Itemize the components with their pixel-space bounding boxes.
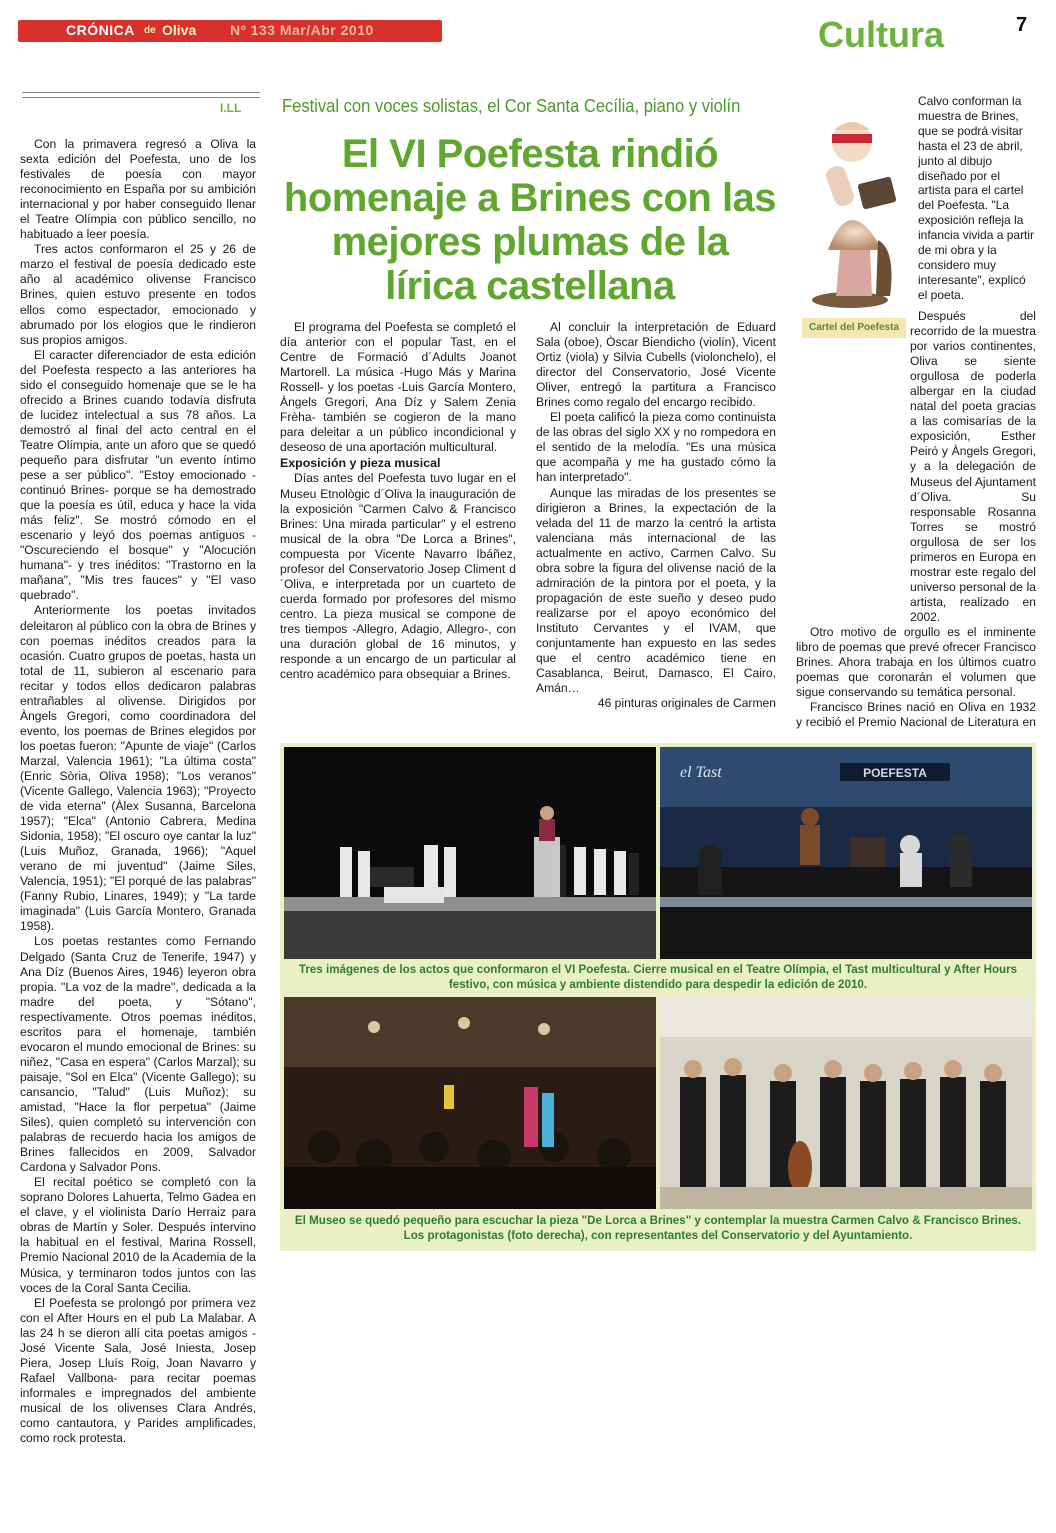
publication-de: de <box>144 25 156 36</box>
photo-tast <box>660 747 1032 959</box>
paragraph: Con la primavera regresó a Oliva la sexta edición del Poefesta, uno de los festivales de poesía con mayor reconocimiento en España por su ambición internacional y por haber conseguido llenar el Teatre Olímpia con público sencillo, no habituado a leer poesía. <box>20 137 256 242</box>
paragraph: Francisco Brines nació en Oliva en 1932 y recibió el Premio Nacional de Literatura en <box>796 700 1036 729</box>
section-title: Cultura <box>818 14 944 55</box>
article-column-mid1 <box>280 320 516 730</box>
photo-caption-bottom: El Museo se quedó pequeño para escuchar la pieza "De Lorca a Brines" y contemplar la muestra Carmen Calvo & Francisco Brines. Los protagonistas (foto derecha), con representantes del Conservatorio y del Ayuntamiento. <box>294 1214 1022 1242</box>
paragraph: El recital poético se completó con la soprano Dolores Lahuerta, Telmo Gadea en el clave, y el violinista Darío Herraiz para obras de Martín y Soler. Después intervino la habitual en el festival, Marina Rossell, Premio Nacional 2010 de la Academia de la Música, y terminaron todos juntos con las voces de la Coral Santa Cecilia. <box>20 1175 256 1295</box>
paragraph: Calvo conforman la muestra de Brines, que se podrá visitar hasta el 23 de abril, junto al dibujo diseñado por el artista para el cartel del Poefesta. "La exposición refleja la infancia vivida a partir de mi obra y la considero muy interesante", explicó el poeta. <box>918 94 1035 302</box>
paragraph: Días antes del Poefesta tuvo lugar en el Museu Etnològic d´Oliva la inauguración de la exposición "Carmen Calvo & Francisco Brines: Una mirada particular" y el estreno musical de la obra "De Lorca a Brines", compuesta por Vicente Navarro Ibáñez, profesor del Conservatorio Josep Climent d´Oliva, e interpretada por un cuarteto de cuerda formado por profesores del mismo centro. La pieza musical se compone de tres tiempos -Allegro, Adagio, Allegro-, con una duración global de 16 minutos, y responde a un encargo de un particular al centro académico para obsequiar a Brines. <box>280 471 516 682</box>
paragraph: El Poefesta se prolongó por primera vez con el After Hours en el pub La Malabar. A las 24 h se dieron allí cita poetas amigos -José Vicente Sala, José Iniesta, Josep Piera, Josep Lluís Roig, Joan Navarro y Rafael Vallbona- para recitar poemas informales e impregnados del ambiente musical de los olivenses Clara Andrés, como cantautora, y Parides amplificades, como rock protesta. <box>20 1295 256 1446</box>
author-rule <box>22 92 260 98</box>
photo-museum-group <box>660 997 1032 1209</box>
article-kicker: Festival con voces solistas, el Cor Santa Cecília, piano y violín <box>282 96 741 116</box>
article-column-right-top <box>918 94 1036 309</box>
paragraph: El poeta calificó la pieza como continuista de las obras del siglo XX y no rompedora en el sentido de la melodía. "Es una música que acompaña y me ha gustado cómo la han interpretado". <box>536 410 776 485</box>
tast-sign: el Tast <box>680 764 722 781</box>
article-column-left <box>20 137 256 1523</box>
paragraph: Tres actos conformaron el 25 y 26 de marzo el festival de poesía dedicado este año al académico olivense Francisco Brines, quien estuvo presente en todos ellos como espectador, emocionado y abrumado por los elogios que le rindieron sus propios amigos. <box>20 242 256 347</box>
poster-statue-image <box>800 100 910 310</box>
paragraph: Al concluir la interpretación de Eduard Sala (oboe), Òscar Biendicho (violín), Vicent Ortiz (viola) y Silvia Cubells (violonchelo), el director del Conservatorio, José Vicente Oliver, entregó la partitura a Francisco Brines como regalo del encargo recibido. <box>536 320 776 410</box>
header-bar <box>18 20 442 42</box>
poster-caption: Cartel del Poefesta <box>802 318 906 338</box>
article-column-right <box>796 309 1036 729</box>
paragraph: Aunque las miradas de los presentes se dirigieron a Brines, la expectación de la velada del 11 de marzo la centró la artista valenciana más internacional de las actualmente en activo, Carmen Calvo. Su obra sobre la figura del olivense nació de la admiración de la pintora por el poeta, y la propagación de este sueño y deseo pudo realizarse por el apoyo económico del Instituto Cervantes y el IVAM, que conjuntamente han expuesto en las sedes que el centro académico tiene en Casablanca, Beirut, Damasco, El Cairo, Amán… <box>536 485 776 696</box>
page-number: 7 <box>1016 14 1028 36</box>
publication-oliva: Oliva <box>162 22 197 38</box>
paragraph: Anteriormente los poetas invitados deleitaron al público con la obra de Brines y con poemas inéditos creados para la ocasión. Cuatro grupos de poetas, hasta un total de 11, subieron al escenario para recitar y todos ellos dedicaron palabras entrañables al olivense. Dirigidos por Àngels Gregori, como coordinadora del evento, los poemas de Brines elegidos por los poetas fueron: "Apunte de viaje" (Carlos Marzal, Valencia 1961); "La última costa" (Enric Sòria, Oliva 1958); "Los veranos" (Vicente Gallego, Valencia 1963); "Proyecto de vida eterna" (Àlex Susanna, Barcelona 1957); "Elca" (Antonio Cabrera, Medina Sidonia, 1958); "El oscuro oye cantar la luz" (Luis Muñoz, Granada, 1966); "Aquel verano de mi juventud" (Jaime Siles, Valencia, 1951); "El porqué de las palabras" (Fanny Rubio, Linares, 1949); y "La tarde imaginada" (Luis García Montero, Granada 1958). <box>20 603 256 934</box>
article-headline: El VI Poefesta rindió homenaje a Brines con las mejores plumas de la lírica castellana <box>283 132 777 308</box>
paragraph: El programa del Poefesta se completó el día anterior con el popular Tast, en el Centre de Formació d´Adults Joanot Martorell. La música -Hugo Más y Marina Rossell- y los poetas -Luis García Montero, Àngels Gregori, Ana Díz y Salem Zenia Frèha- también se cogieron de la mano para deleitar a un público incondicional y deseoso de una aportación multicultural. <box>280 320 516 455</box>
photo-after-hours <box>284 997 656 1209</box>
paragraph: El caracter diferenciador de esta edición del Poefesta respecto a las anteriores ha sido el conseguido homenaje que se le ha ofrecido a Brines cuando todavía disfruta de lucidez intelectual a sus 78 años. La demostró al final del acto central en el Teatre Olímpia, ante un aforo que se quedó pequeño para disfrutar "un evento íntimo pese a ser público". "Estoy emocionado -continuó Brines- porque se ha demostrado que la poesía es útil, educa y hace la vida más feliz". Se mostró cómodo en el escenario y leyó dos poemas antiguos -"Oscureciendo el bosque" y "Alocución humana"- y tres inéditos: "Trastorno en la mañana", "Mis tres fauces" y "El vaso quebrado". <box>20 347 256 603</box>
photo-caption-top: Tres imágenes de los actos que conformaron el VI Poefesta. Cierre musical en el Teatre Olímpia, el Tast multicultural y After Hours festivo, con música y ambiente distendido para despedir la edición de 2010. <box>298 963 1018 991</box>
photo-panel <box>280 743 1036 1251</box>
publication-name: CRÓNICA <box>66 22 135 38</box>
paragraph: Otro motivo de orgullo es el inminente libro de poemas que prevé ofrecer Francisco Brines. Ahora trabaja en los últimos cuatro poemas que coronarán el volumen que sigue conservando su temática personal. <box>796 624 1036 700</box>
issue-info: Nº 133 Mar/Abr 2010 <box>230 22 374 38</box>
paragraph: 46 pinturas originales de Carmen <box>597 696 776 711</box>
author-byline: I.LL <box>220 101 242 115</box>
photo-teatre-olimpia <box>284 747 656 959</box>
paragraph: Después del recorrido de la muestra por varios continentes, Oliva se siente orgullosa de poderla albergar en la ciudad natal del poeta gracias a las comisarías de la exposición, Esther Peiró y Àngels Gregori, y a la delegación de Museus del Ajuntament d´Oliva. Su responsable Rosanna Torres se mostró orgullosa de ser los primeros en Europa en mostrar este regalo del universo personal de la artista, realizado en 2002. <box>910 309 1036 624</box>
paragraph: Los poetas restantes como Fernando Delgado (Santa Cruz de Tenerife, 1947) y Ana Díz (Buenos Aires, 1946) leyeron obra propia. "La voz de la madre", dedicada a la madre del poeta, y "Sótano", respectivamente. Otros poemas inéditos, escritos para el homenaje, también evocaron el mundo emocional de Brines: su niñez, "Casa en espera" (Carlos Marzal); su paisaje, "Sol en Elca" (Vicente Gallego); su cansancio, "Talud" (Luis Muñoz); su amistad, "Hace la flor perpetua" (Jaime Siles), quien completó su intervención con palabras de recuerdo hacia los amigos de Brines fallecidos en 2009, Salvador Cardona y Salvador Pons. <box>20 934 256 1175</box>
article-subhead: Exposición y pieza musical <box>280 456 441 471</box>
article-column-mid2 <box>536 320 776 730</box>
poefesta-sign: POEFESTA <box>863 766 927 780</box>
